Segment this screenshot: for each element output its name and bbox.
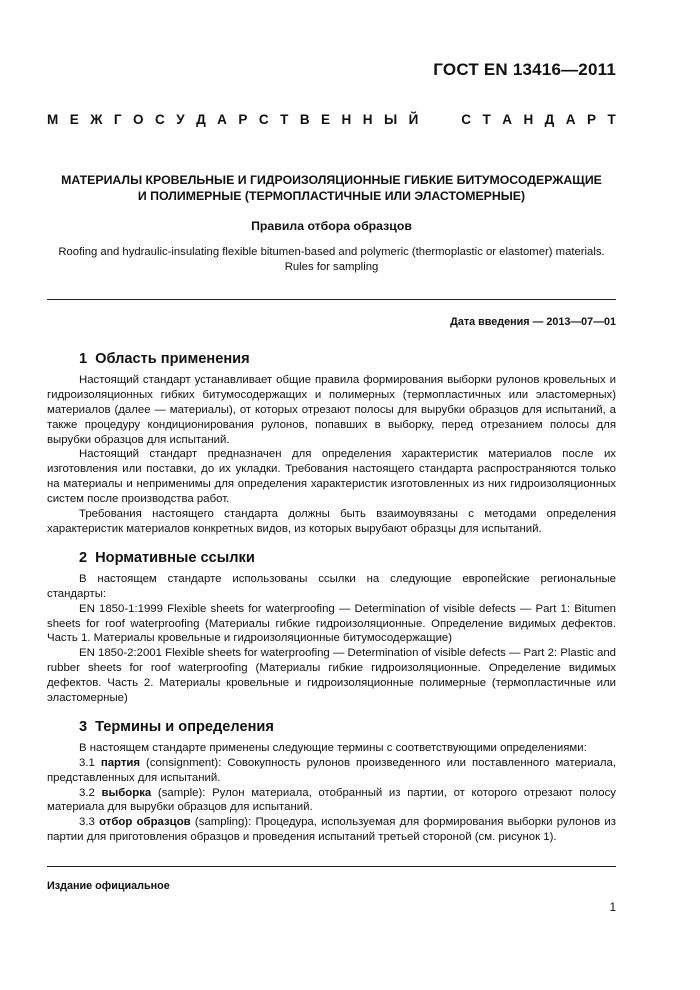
english-title-line: Rules for sampling: [284, 261, 379, 273]
document-subtitle: Правила отбора образцов: [251, 219, 412, 233]
document-body: [47, 352, 616, 845]
banner-letter: М: [47, 112, 59, 127]
banner-letter: О: [133, 112, 144, 127]
section-title: Нормативные ссылки: [95, 549, 255, 566]
section-number: 3: [79, 718, 88, 735]
banner-letter: Р: [586, 112, 596, 127]
paragraph: Требования настоящего стандарта должны быть взаимоувязаны с методами определения характеристик материалов конкретных видов, из которых вырубают образцы для испытаний.: [47, 508, 616, 535]
banner-letter: А: [502, 112, 512, 127]
section-number: 2: [79, 549, 88, 566]
section-heading-references: [79, 551, 616, 566]
page-number: 1: [609, 902, 616, 914]
paragraph: В настоящем стандарте применены следующие термины с соответствующими определениями:: [79, 741, 587, 754]
reference-entry: EN 1850-1:1999 Flexible sheets for waterproofing — Determination of visible defects — Part 1: Bitumen sheets for roof waterproofing (Материалы гибкие гидроизоляционные. Определение видимых дефектов. Часть 1. Материалы кровельные и гидроизоляционные битумосодержащие): [47, 602, 616, 645]
footer-divider: [47, 866, 616, 867]
banner-letter: Н: [523, 112, 534, 127]
header-divider: [47, 299, 616, 300]
banner-letter: С: [154, 112, 165, 127]
section-title: Термины и определения: [95, 718, 274, 735]
banner-letter: Д: [196, 112, 206, 127]
paragraph: В настоящем стандарте использованы ссылки на следующие европейские региональные стандарты:: [47, 572, 616, 600]
term-text: (sampling): Процедура, используемая для формирования выборки рулонов из партии для приготовления образцов и проведения испытаний третьей стороной (см. рисунок 1).: [47, 816, 617, 844]
english-title: [47, 245, 616, 275]
section-heading-terms: [79, 720, 616, 735]
term-text: (consignment): Совокупность рулонов произведенного или поставленного материала, представленных для испытаний.: [47, 756, 616, 784]
banner-letter: Е: [321, 112, 331, 127]
banner-letter: Д: [544, 112, 555, 127]
banner-letter: У: [176, 112, 185, 127]
term-number: 3.1: [79, 756, 95, 769]
term-number: 3.2: [79, 786, 95, 799]
title-line: И ПОЛИМЕРНЫЕ (ТЕРМОПЛАСТИЧНЫЕ ИЛИ ЭЛАСТОМЕРНЫЕ): [137, 188, 526, 203]
section-number: 1: [79, 351, 88, 367]
paragraph: Настоящий стандарт предназначен для определения характеристик материалов после их изготовления или поставки, до их укладки. Требования настоящего стандарта распространяются только на материалы и неприменимы для определения характеристик изготовленных из них гидроизоляционных систем после производства работ.: [47, 448, 616, 506]
section-heading-scope: [79, 352, 616, 367]
banner-letter: А: [217, 112, 227, 127]
banner-letter: С: [258, 112, 269, 127]
standard-number: ГОСТ EN 13416—2011: [433, 60, 616, 79]
term-definition: [47, 756, 616, 786]
term-definition: [47, 815, 616, 845]
introduction-date: Дата введения — 2013—07—01: [450, 316, 616, 328]
banner-letter: Т: [607, 112, 616, 127]
title-line: МАТЕРИАЛЫ КРОВЕЛЬНЫЕ И ГИДРОИЗОЛЯЦИОННЫЕ ГИБКИЕ БИТУМОСОДЕРЖАЩИЕ: [61, 173, 602, 187]
reference-entry: EN 1850-2:2001 Flexible sheets for waterproofing — Determination of visible defects — Part 2: Plastic and rubber sheets for roof waterproofing (Материалы гибкие гидроизоляционные. Определение видимых дефектов. Часть 2. Материалы кровельные и гидроизоляционные полимерные (термопластичные или эластомерные): [47, 647, 616, 705]
banner-letter: С: [461, 112, 472, 127]
banner-letter: А: [565, 112, 576, 127]
term-name: выборка: [101, 786, 152, 799]
banner-letter: Т: [280, 112, 289, 127]
banner-letter: Ы: [383, 112, 398, 127]
interstate-standard-banner: [47, 112, 616, 127]
banner-letter: Т: [482, 112, 491, 127]
official-edition-note: Издание официальное: [47, 880, 170, 892]
section-title: Область применения: [95, 351, 250, 367]
banner-letter: Ж: [90, 112, 103, 127]
banner-letter: Й: [408, 112, 419, 127]
banner-letter: Н: [362, 112, 373, 127]
paragraph: Настоящий стандарт устанавливает общие правила формирования выборки рулонов кровельных и гидроизоляционных гибких битумосодержащих и полимерных (термопластичных или эластомерных) материалов (далее — материалы), от которых отрезают полосы для вырубки образцов для испытаний, а также процедуру кондиционирования рулонов, попавших в выборку, перед отрезанием полосы для вырубки образцов для испытаний.: [47, 373, 616, 446]
banner-letter: Е: [69, 112, 79, 127]
term-number: 3.3: [79, 816, 95, 829]
banner-letter: Н: [341, 112, 352, 127]
english-title-line: Roofing and hydraulic-insulating flexible bitumen-based and polymeric (thermoplastic or elastomer) materials.: [58, 246, 605, 258]
banner-letter: Г: [113, 112, 122, 127]
banner-letter: Р: [238, 112, 248, 127]
term-name: отбор образцов: [99, 816, 191, 829]
document-title: [47, 173, 616, 204]
term-text: (sample): Рулон материала, отобранный из партии, от которого отрезают полосу материала для вырубки образцов для испытаний.: [47, 786, 616, 814]
banner-gap: [430, 112, 450, 127]
term-definition: [47, 786, 616, 816]
term-name: партия: [100, 756, 141, 769]
banner-letter: В: [299, 112, 310, 127]
